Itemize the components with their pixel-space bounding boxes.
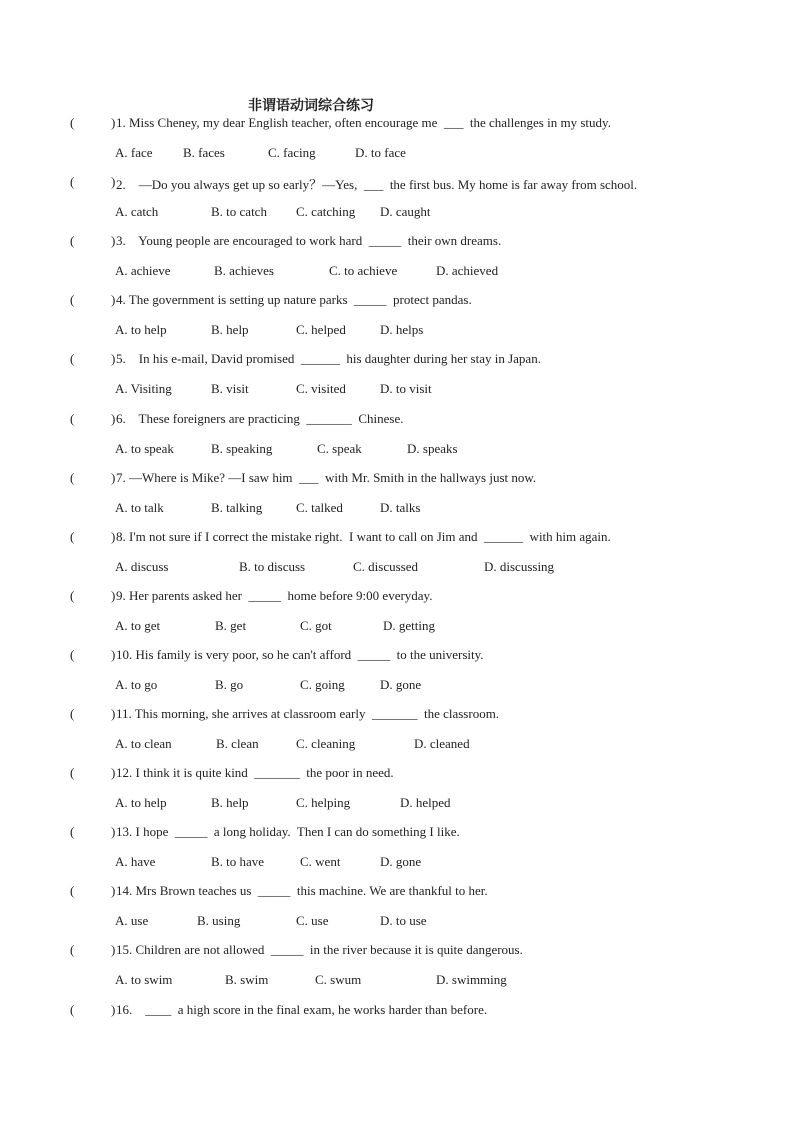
answer-option: A. to talk <box>115 500 164 515</box>
answer-option: D. to use <box>380 913 427 928</box>
answer-option: C. helped <box>296 322 346 337</box>
answer-option: B. help <box>211 795 249 810</box>
question-stem: 2. —Do you always get up so early？—Yes, ___ the first bus. My home is far away from school. <box>116 177 638 192</box>
answer-option: C. talked <box>296 500 343 515</box>
answer-option: B. to have <box>211 854 265 869</box>
answer-option: B. go <box>215 677 244 692</box>
answer-option: B. clean <box>216 736 259 751</box>
answer-option: D. caught <box>380 204 431 219</box>
answer-paren-close: ) <box>111 883 116 898</box>
answer-option: D. gone <box>380 854 422 869</box>
answer-paren-close: ) <box>111 706 116 721</box>
answer-option: A. to speak <box>115 441 174 456</box>
answer-paren-close: ) <box>111 351 116 366</box>
question-stem: 12. I think it is quite kind _______ the poor in need. <box>116 765 394 780</box>
answer-paren-open: ( <box>70 588 75 603</box>
answer-option: A. achieve <box>115 263 171 278</box>
question-stem: 8. I'm not sure if I correct the mistake right. I want to call on Jim and ______ with him again. <box>116 529 611 544</box>
answer-paren-close: ) <box>111 411 116 426</box>
answer-option: A. to swim <box>115 972 173 987</box>
question-stem: 7. —Where is Mike? —I saw him ___ with Mr. Smith in the hallways just now. <box>116 470 537 485</box>
answer-paren-close: ) <box>111 647 116 662</box>
answer-option: B. to discuss <box>239 559 306 574</box>
answer-option: C. discussed <box>353 559 418 574</box>
answer-option: D. getting <box>383 618 435 633</box>
answer-option: A. to help <box>115 322 167 337</box>
answer-option: A. have <box>115 854 156 869</box>
answer-option: D. helps <box>380 322 424 337</box>
answer-paren-close: ) <box>111 292 116 307</box>
question-stem: 14. Mrs Brown teaches us _____ this machine. We are thankful to her. <box>116 883 488 898</box>
answer-option: D. talks <box>380 500 421 515</box>
answer-option: D. gone <box>380 677 422 692</box>
answer-paren-open: ( <box>70 411 75 426</box>
answer-paren-open: ( <box>70 942 75 957</box>
answer-option: C. swum <box>315 972 362 987</box>
answer-paren-close: ) <box>111 765 116 780</box>
answer-option: C. to achieve <box>329 263 398 278</box>
answer-paren-open: ( <box>70 824 75 839</box>
question-stem: 6. These foreigners are practicing _______ Chinese. <box>116 411 404 426</box>
answer-option: D. achieved <box>436 263 499 278</box>
answer-paren-close: ) <box>111 529 116 544</box>
answer-option: C. facing <box>268 145 316 160</box>
answer-option: A. to get <box>115 618 161 633</box>
answer-option: B. to catch <box>211 204 267 219</box>
question-stem: 15. Children are not allowed _____ in the river because it is quite dangerous. <box>116 942 523 957</box>
answer-option: D. discussing <box>484 559 555 574</box>
answer-paren-open: ( <box>70 883 75 898</box>
answer-option: A. face <box>115 145 153 160</box>
answer-paren-open: ( <box>70 292 75 307</box>
answer-option: C. visited <box>296 381 346 396</box>
question-stem: 5. In his e-mail, David promised ______ his daughter during her stay in Japan. <box>116 351 541 366</box>
answer-paren-close: ) <box>111 588 116 603</box>
answer-option: A. to clean <box>115 736 172 751</box>
answer-paren-close: ) <box>111 174 116 189</box>
answer-option: B. swim <box>225 972 269 987</box>
question-stem: 16. ____ a high score in the final exam, he works harder than before. <box>116 1002 488 1017</box>
answer-option: C. got <box>300 618 332 633</box>
answer-option: B. help <box>211 322 249 337</box>
answer-paren-open: ( <box>70 706 75 721</box>
answer-option: C. helping <box>296 795 351 810</box>
answer-option: A. to go <box>115 677 158 692</box>
answer-paren-open: ( <box>70 470 75 485</box>
answer-option: A. Visiting <box>115 381 172 396</box>
answer-option: B. speaking <box>211 441 273 456</box>
answer-option: C. cleaning <box>296 736 356 751</box>
answer-paren-open: ( <box>70 1002 75 1017</box>
answer-option: B. faces <box>183 145 225 160</box>
answer-option: A. catch <box>115 204 159 219</box>
answer-option: A. discuss <box>115 559 169 574</box>
answer-option: D. speaks <box>407 441 458 456</box>
answer-option: B. get <box>215 618 247 633</box>
answer-option: A. to help <box>115 795 167 810</box>
question-stem: 13. I hope _____ a long holiday. Then I can do something I like. <box>116 824 460 839</box>
answer-paren-close: ) <box>111 115 116 130</box>
answer-option: C. catching <box>296 204 356 219</box>
answer-paren-open: ( <box>70 647 75 662</box>
answer-paren-close: ) <box>111 233 116 248</box>
question-stem: 1. Miss Cheney, my dear English teacher, often encourage me ___ the challenges in my study. <box>116 115 611 130</box>
question-stem: 3. Young people are encouraged to work hard _____ their own dreams. <box>116 233 502 248</box>
question-stem: 10. His family is very poor, so he can't afford _____ to the university. <box>116 647 484 662</box>
answer-option: D. to face <box>355 145 406 160</box>
answer-paren-open: ( <box>70 233 75 248</box>
answer-option: C. use <box>296 913 329 928</box>
answer-paren-open: ( <box>70 351 75 366</box>
answer-option: D. to visit <box>380 381 432 396</box>
answer-paren-close: ) <box>111 1002 116 1017</box>
answer-option: B. talking <box>211 500 263 515</box>
answer-paren-close: ) <box>111 942 116 957</box>
answer-paren-open: ( <box>70 765 75 780</box>
answer-option: C. speak <box>317 441 362 456</box>
answer-paren-open: ( <box>70 115 75 130</box>
answer-option: C. went <box>300 854 341 869</box>
answer-paren-close: ) <box>111 824 116 839</box>
answer-option: C. going <box>300 677 345 692</box>
answer-option: D. cleaned <box>414 736 470 751</box>
question-stem: 11. This morning, she arrives at classroom early _______ the classroom. <box>116 706 500 721</box>
answer-option: A. use <box>115 913 149 928</box>
answer-paren-close: ) <box>111 470 116 485</box>
worksheet-title: 非谓语动词综合练习 <box>248 98 374 114</box>
answer-option: B. visit <box>211 381 249 396</box>
answer-option: D. helped <box>400 795 451 810</box>
answer-paren-open: ( <box>70 529 75 544</box>
question-stem: 4. The government is setting up nature parks _____ protect pandas. <box>116 292 472 307</box>
question-stem: 9. Her parents asked her _____ home before 9:00 everyday. <box>116 588 433 603</box>
answer-option: B. using <box>197 913 241 928</box>
answer-option: B. achieves <box>214 263 274 278</box>
answer-paren-open: ( <box>70 174 75 189</box>
answer-option: D. swimming <box>436 972 507 987</box>
